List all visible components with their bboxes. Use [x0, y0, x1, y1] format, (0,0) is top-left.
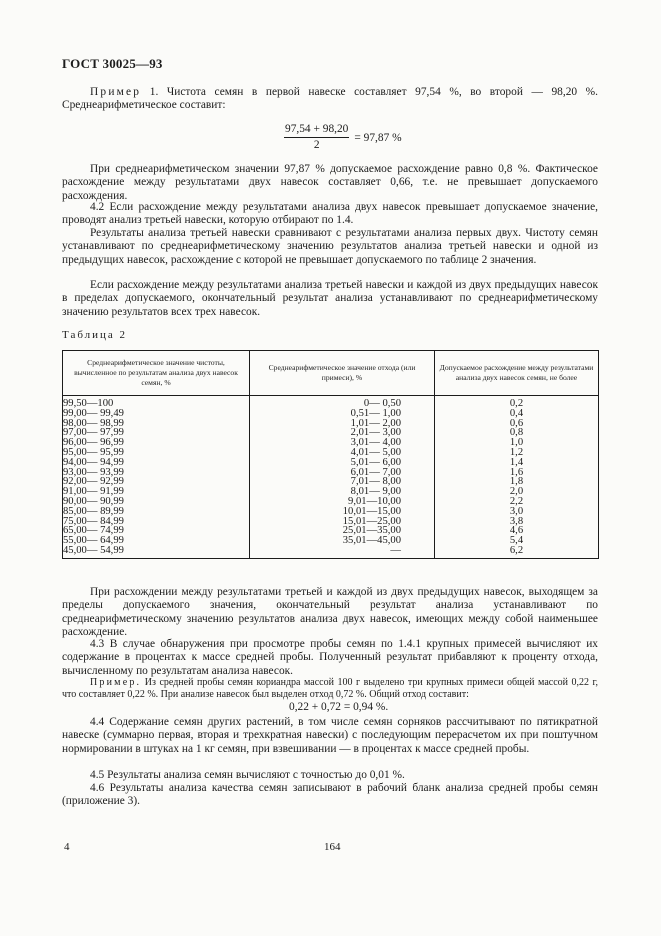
table-cell: 91,00— 91,99	[63, 486, 124, 498]
table-cell: 65,00— 74,99	[63, 525, 124, 537]
table-cell: 8,01— 9,00	[350, 486, 401, 498]
table-cell: 1,6	[509, 466, 524, 478]
table-cell: 98,00— 98,99	[63, 417, 124, 429]
fraction-numerator: 97,54 + 98,20	[284, 123, 349, 138]
table-header-tolerance: Допускаемое расхождение между результатами анализа двух навесок семян, не более	[435, 351, 599, 396]
table-cell: 0,6	[509, 417, 524, 429]
table-header-waste: Среднеарифметическое значение отхода (или примеси), %	[250, 351, 435, 396]
table-cell: 85,00— 89,99	[63, 505, 124, 517]
table-cell: 97,00— 97,99	[63, 427, 124, 439]
table-cell: 0,2	[509, 398, 524, 409]
paragraph-5: При расхождении между результатами третьей и каждой из двух предыдущих навесок, выходящем за пределы допускаемого значения, окончательный результат анализа устанавливают по среднеарифметическому значению результатов анализа двух навесок, имеющих между собой наименьшее расхождение.	[62, 586, 598, 639]
table-caption: Таблица 2	[62, 329, 128, 341]
table-cell: 92,00— 92,99	[63, 476, 124, 488]
example-label: Пример	[90, 86, 142, 98]
example-2-label: Пример.	[90, 677, 142, 688]
table-cell: 90,00— 90,99	[63, 495, 124, 507]
table-cell: 2,0	[509, 486, 524, 498]
paragraph-4: Если расхождение между результатами анализа третьей навески и каждой из двух предыдущих навесок в пределах допускаемого, окончательный результат анализа устанавливают по среднеарифметическому значению результатов всех трех навесок.	[62, 279, 598, 318]
table-cell: 75,00— 84,99	[63, 515, 124, 527]
table-cell: 93,00— 93,99	[63, 466, 124, 478]
table-cell: 35,01—45,00	[342, 535, 401, 547]
table-header-purity: Среднеарифметическое значение чистоты, вычисленное по результатам анализа двух навесок семян, %	[63, 351, 250, 396]
table-cell: 7,01— 8,00	[350, 476, 401, 488]
table-cell: 10,01—15,00	[342, 505, 401, 517]
table-cell: 5,4	[509, 535, 524, 547]
paragraph-1: При среднеарифметическом значении 97,87 % допускаемое расхождение равно 0,8 %. Фактическое расхождение между результатами двух навесок составляет 0,66, т.е. не превышает допускаемого расхождения.	[62, 163, 598, 202]
table-cell: 5,01— 6,00	[350, 456, 401, 468]
table-cell: 1,8	[509, 476, 524, 488]
table-cell: 45,00— 54,99	[63, 544, 124, 556]
table-cell: —	[390, 544, 401, 556]
table-cell: 3,8	[509, 515, 524, 527]
table-cell: 0— 0,50	[363, 398, 401, 409]
table-cell: 94,00— 94,99	[63, 456, 124, 468]
example-2-text: Из средней пробы семян кориандра массой 100 г выделено три крупных примеси общей массой 0,22 г, что составляет 0,22 %. При анализе навесок был выделен отход 0,72 %. Общий отход составит:	[62, 677, 599, 700]
table-cell: 3,0	[509, 505, 524, 517]
table-cell: 55,00— 64,99	[63, 535, 124, 547]
table-cell: 0,51— 1,00	[350, 407, 401, 419]
formula-result: = 97,87 %	[354, 131, 402, 144]
fraction-denominator: 2	[313, 139, 320, 151]
table-cell: 4,01— 5,00	[350, 446, 401, 458]
table-cell: 2,01— 3,00	[350, 427, 401, 439]
table-cell: 1,2	[509, 446, 524, 458]
table-cell: 1,4	[509, 456, 524, 468]
table-cell: 1,01— 2,00	[350, 417, 401, 429]
table-column-waste	[250, 396, 435, 559]
paragraph-4-2: 4.2 Если расхождение между результатами анализа двух навесок превышает допускаемое значение, проводят анализ третьей навески, которую отбирают по 1.4.	[62, 201, 598, 227]
paragraph-3: Результаты анализа третьей навески сравнивают с результатами анализа первых двух. Чистоту семян устанавливают по среднеарифметическому значению результатов анализа третьей навески и одной из предыдущих навесок, расхождение с которой не превышает допускаемого по таблице 2 значения.	[62, 227, 598, 266]
table-column-tolerance	[435, 396, 599, 559]
fraction	[284, 123, 349, 152]
example-text: 1. Чистота семян в первой навеске составляет 97,54 %, во второй — 98,20 %. Среднеарифметическое составит:	[62, 86, 598, 112]
formula-average	[284, 123, 402, 152]
paragraph-4-5: 4.5 Результаты анализа семян вычисляют с точностью до 0,01 %.	[90, 769, 405, 781]
paragraph-4-4: 4.4 Содержание семян других растений, в том числе семян сорняков рассчитывают по пятикратной навеске (суммарно первая, вторая и трехкратная навески) с последующим перерасчетом их при поштучном нормировании в штуках на 1 кг семян, при взвешивании — в процентах к массе средней пробы.	[62, 716, 598, 755]
table-cell: 2,2	[509, 495, 524, 507]
table-cell: 25,01—35,00	[342, 525, 401, 537]
table-2	[62, 350, 599, 559]
paragraph-4-3: 4.3 В случае обнаружения при просмотре пробы семян по 1.4.1 крупных примесей вычисляют их содержание в процентах к массе средней пробы. Полученный результат прибавляют к проценту отхода, вычисленному по результатам анализа навесок.	[62, 638, 598, 677]
table-cell: 99,50—100	[63, 398, 114, 409]
document-header: ГОСТ 30025—93	[62, 56, 163, 71]
table-cell: 0,8	[509, 427, 524, 439]
table-column-purity	[63, 396, 250, 559]
table-cell: 3,01— 4,00	[350, 437, 401, 449]
example-2	[62, 677, 598, 701]
center-page-number: 164	[324, 841, 341, 853]
table-cell: 15,01—25,00	[342, 515, 401, 527]
equation-total-waste: 0,22 + 0,72 = 0,94 %.	[289, 701, 389, 713]
table-cell: 6,01— 7,00	[350, 466, 401, 478]
table-cell: 96,00— 96,99	[63, 437, 124, 449]
table-cell: 0,4	[509, 407, 524, 419]
table-cell: 6,2	[509, 544, 524, 556]
table-cell: 1,0	[509, 437, 524, 449]
table-cell: 95,00— 95,99	[63, 446, 124, 458]
page-number: 4	[64, 841, 70, 853]
table-cell: 4,6	[509, 525, 524, 537]
example-1	[62, 86, 598, 113]
table-cell: 99,00— 99,49	[63, 407, 124, 419]
paragraph-4-6: 4.6 Результаты анализа качества семян записывают в рабочий бланк анализа средней пробы семян (приложение 3).	[62, 782, 598, 808]
table-cell: 9,01—10,00	[348, 495, 401, 507]
